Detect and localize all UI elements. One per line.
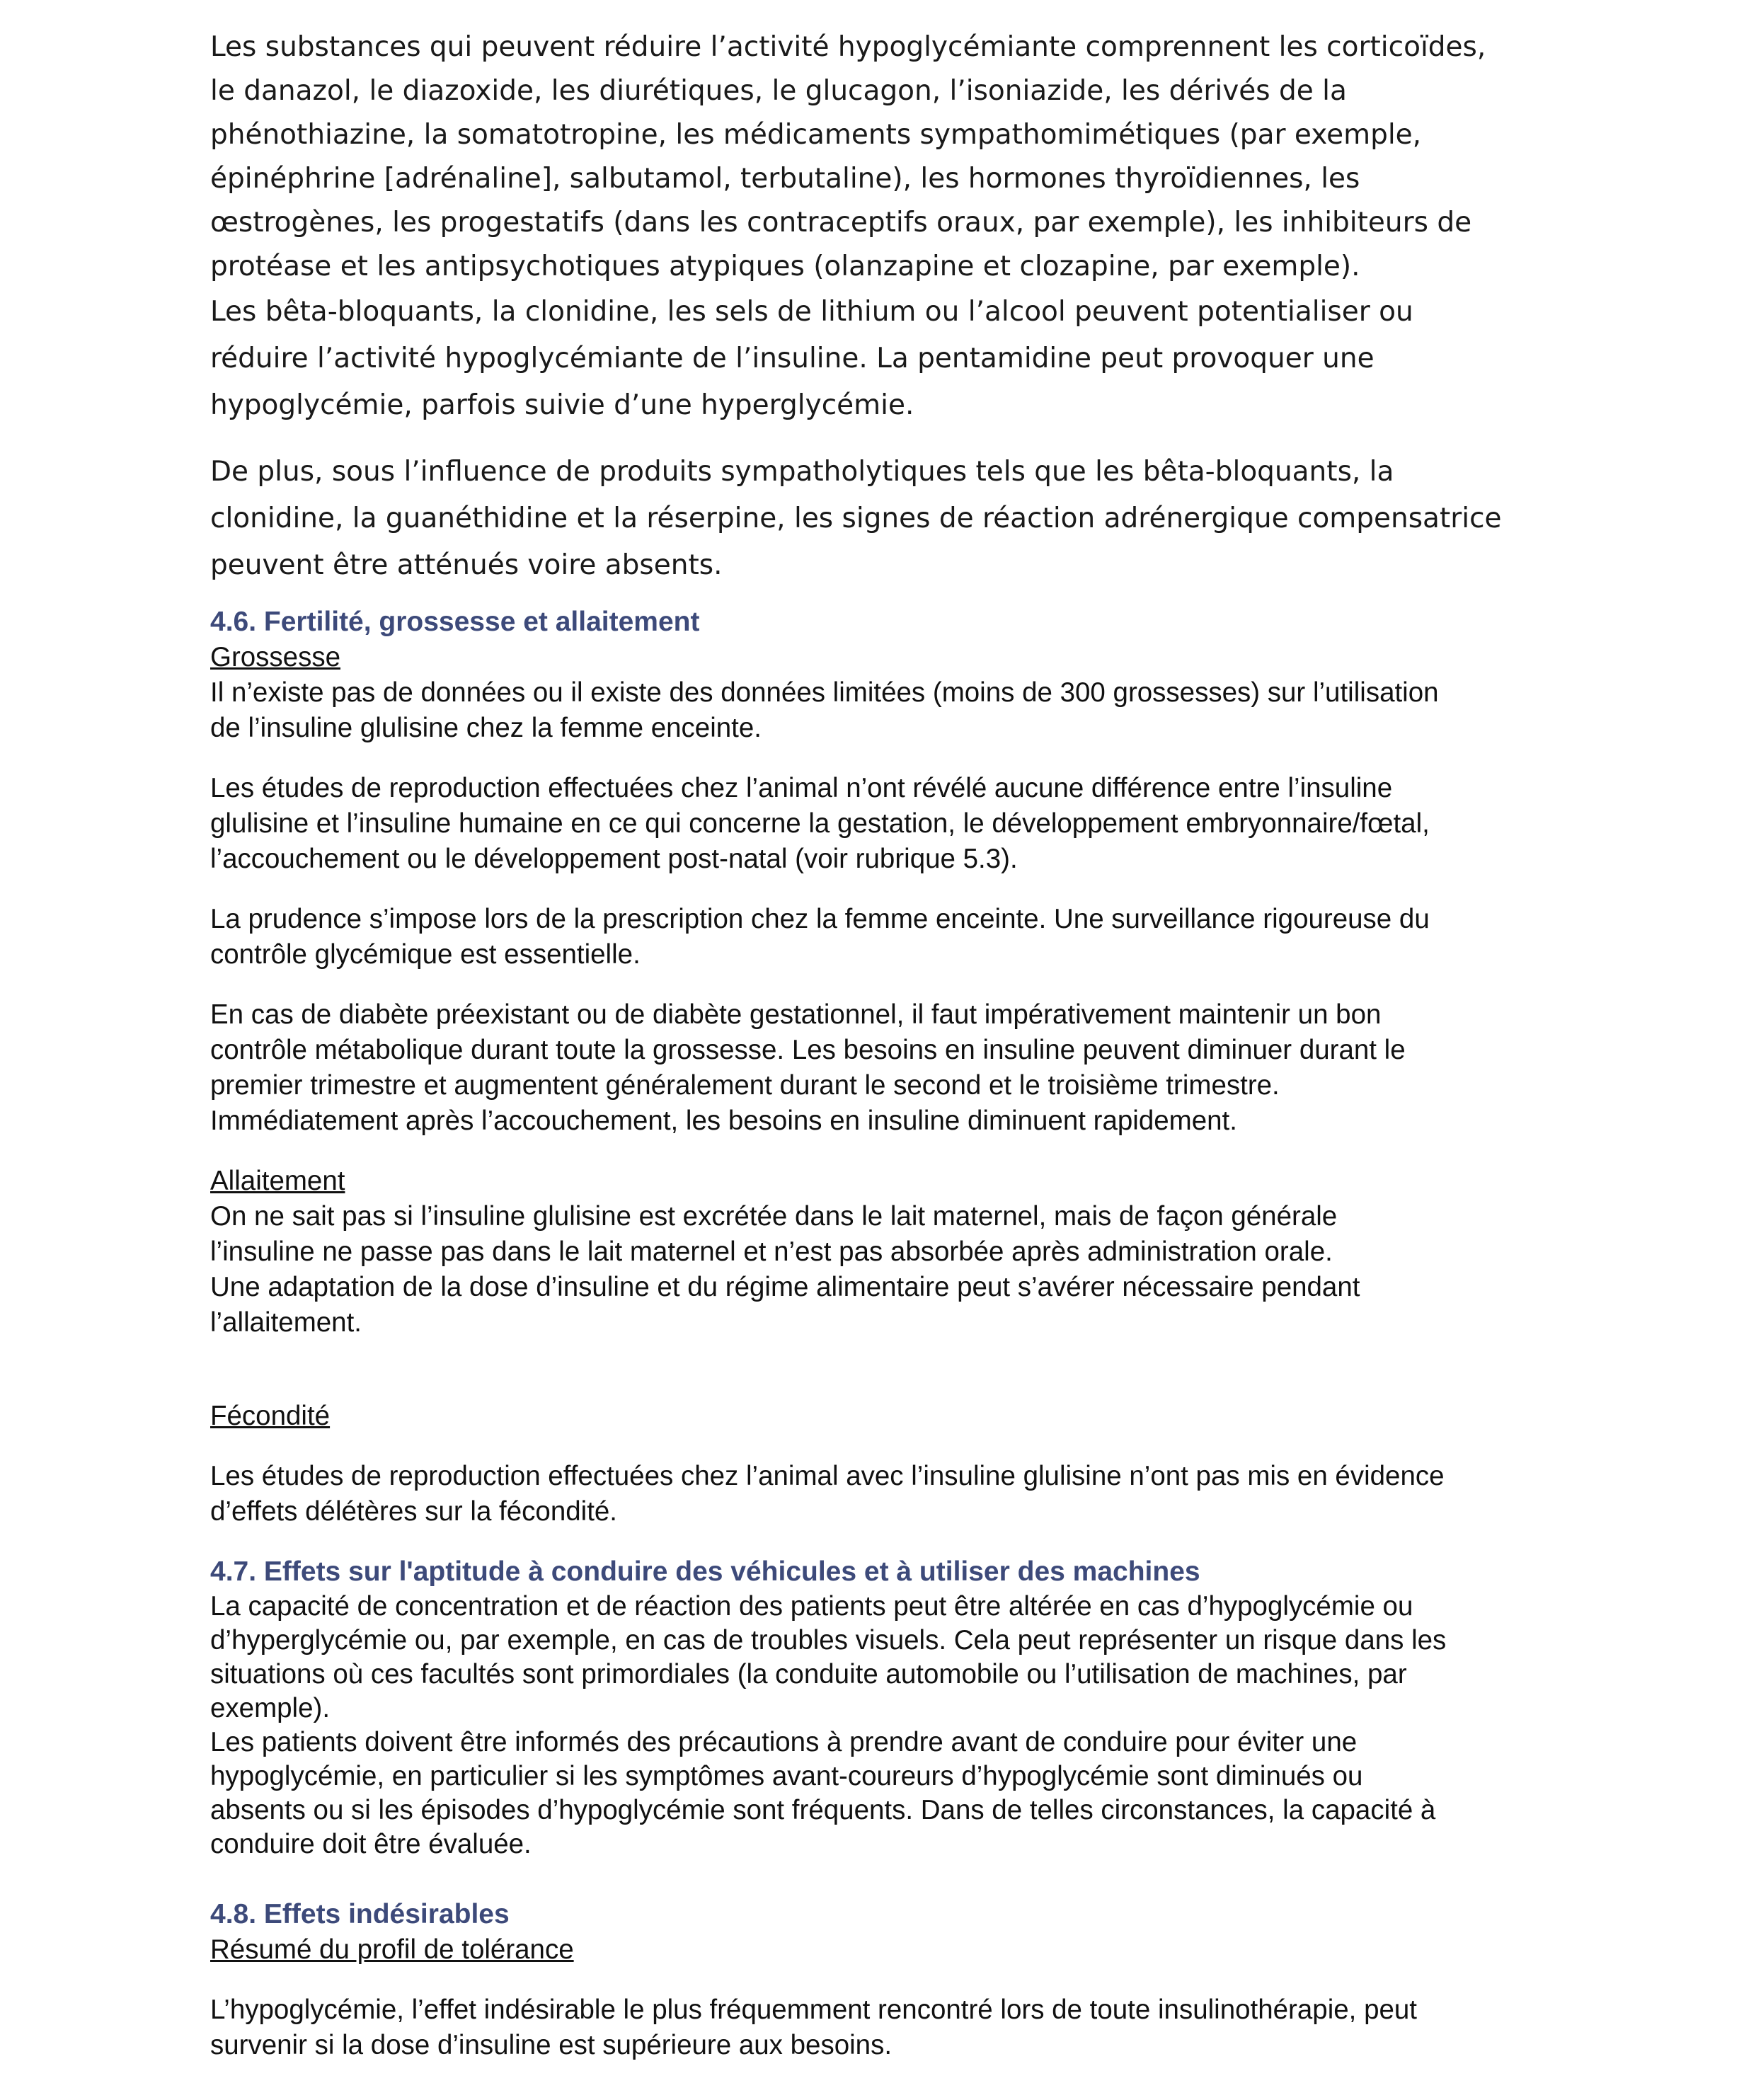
section-4-6-heading: 4.6. Fertilité, grossesse et allaitement	[210, 607, 700, 637]
fecondite-paragraph: Les études de reproduction effectuées chez l’animal avec l’insuline glulisine n’ont pas mis en évidence d’effets délétères sur la fécondité.	[210, 1461, 1445, 1527]
grossesse-paragraph-4: En cas de diabète préexistant ou de diabète gestationnel, il faut impérativement maintenir un bon contrôle métabolique durant toute la grossesse. Les besoins en insuline peuvent diminuer durant le premier trimestre et augmentent généralement durant le second et le troisième trimestre. Immédiatement après l’accouchement, les besoins en insuline diminuent rapidement.	[210, 999, 1406, 1136]
grossesse-paragraph-2: Les études de reproduction effectuées chez l’animal n’ont révélé aucune différence entre l’insuline glulisine et l’insuline humaine en ce qui concerne la gestation, le développement embryonnaire/fœtal, l’accouchement ou le développement post-natal (voir rubrique 5.3).	[210, 773, 1430, 874]
section-4-7-heading: 4.7. Effets sur l'aptitude à conduire des véhicules et à utiliser des machines	[210, 1556, 1200, 1587]
grossesse-subheading: Grossesse	[210, 642, 341, 672]
resume-profil-subheading: Résumé du profil de tolérance	[210, 1934, 574, 1965]
interactions-paragraph-3: De plus, sous l’influence de produits sympatholytiques tels que les bêta-bloquants, la clonidine, la guanéthidine et la réserpine, les signes de réaction adrénergique compensatrice peuvent être atténués voire absents.	[210, 456, 1502, 581]
fecondite-subheading: Fécondité	[210, 1401, 331, 1431]
document-content	[210, 25, 1576, 2063]
interactions-paragraph-1: Les substances qui peuvent réduire l’activité hypoglycémiante comprennent les corticoïdes, le danazol, le diazoxide, les diurétiques, le glucagon, l’isoniazide, les dérivés de la phénothiazine, la somatotropine, les médicaments sympathomimétiques (par exemple, épinéphrine [adrénaline], salbutamol, terbutaline), les hormones thyroïdiennes, les œstrogènes, les progestatifs (dans les contraceptifs oraux, par exemple), les inhibiteurs de protéase et les antipsychotiques atypiques (olanzapine et clozapine, par exemple).	[210, 31, 1486, 282]
grossesse-paragraph-1: Il n’existe pas de données ou il existe des données limitées (moins de 300 grossesses) sur l’utilisation de l’insuline glulisine chez la femme enceinte.	[210, 677, 1439, 743]
resume-paragraph: L’hypoglycémie, l’effet indésirable le plus fréquemment rencontré lors de toute insulinothérapie, peut survenir si la dose d’insuline est supérieure aux besoins.	[210, 1995, 1417, 2060]
section-4-7-paragraph: La capacité de concentration et de réaction des patients peut être altérée en cas d’hypoglycémie ou d’hyperglycémie ou, par exemple, en cas de troubles visuels. Cela peut représenter un risque dans les situations où ces facultés sont primordiales (la conduite automobile ou l’utilisation de machines, par exemple). Les patients doivent être informés des précautions à prendre avant de conduire pour éviter une hypoglycémie, en particulier si les symptômes avant-coureurs d’hypoglycémie sont diminués ou absents ou si les épisodes d’hypoglycémie sont fréquents. Dans de telles circonstances, la capacité à conduire doit être évaluée.	[210, 1591, 1447, 1859]
interactions-paragraph-2: Les bêta-bloquants, la clonidine, les sels de lithium ou l’alcool peuvent potentialiser ou réduire l’activité hypoglycémiante de l’insuline. La pentamidine peut provoquer une hypoglycémie, parfois suivie d’une hyperglycémie.	[210, 296, 1413, 421]
allaitement-paragraph: On ne sait pas si l’insuline glulisine est excrétée dans le lait maternel, mais de façon générale l’insuline ne passe pas dans le lait maternel et n’est pas absorbée après administration orale. Une adaptation de la dose d’insuline et du régime alimentaire peut s’avérer nécessaire pendant l’allaitement.	[210, 1201, 1360, 1338]
allaitement-subheading: Allaitement	[210, 1166, 345, 1196]
section-4-8-heading: 4.8. Effets indésirables	[210, 1899, 510, 1929]
grossesse-paragraph-3: La prudence s’impose lors de la prescription chez la femme enceinte. Une surveillance rigoureuse du contrôle glycémique est essentielle.	[210, 904, 1430, 970]
